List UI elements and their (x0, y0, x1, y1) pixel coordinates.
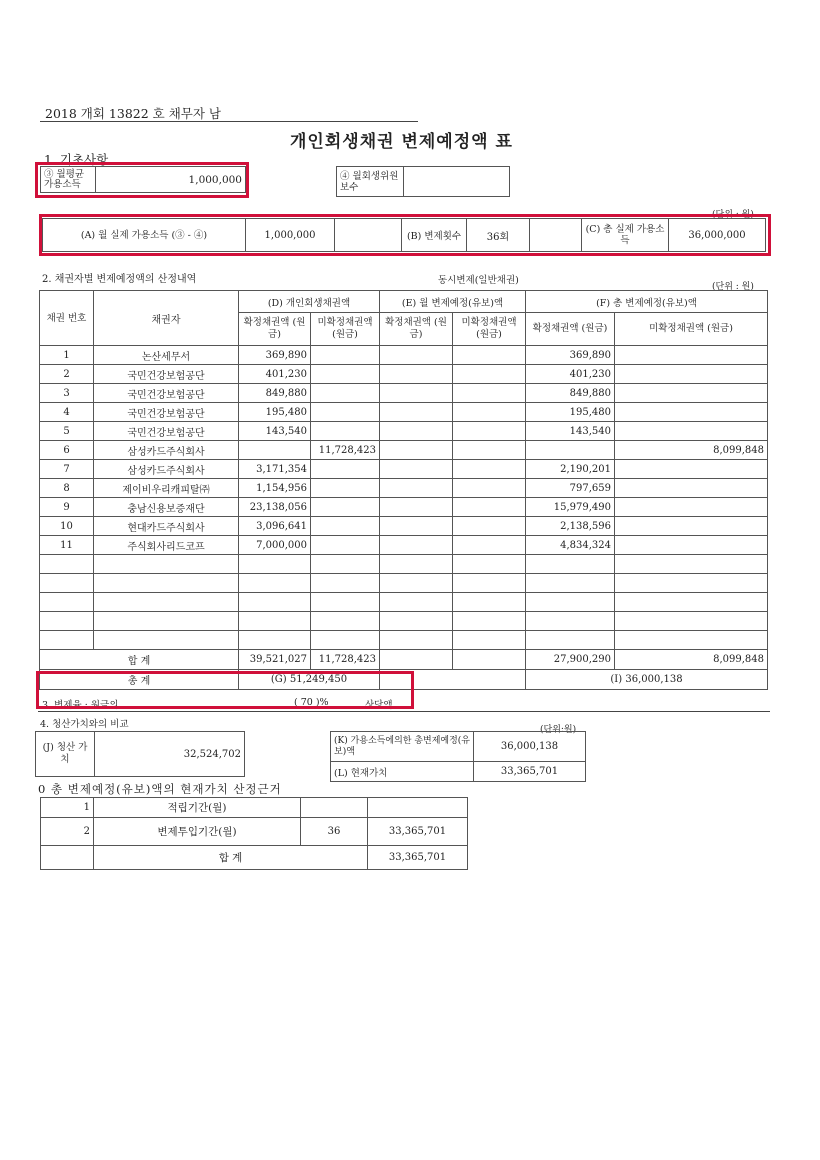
empty-cell (380, 593, 453, 612)
row-d-confirmed: 7,000,000 (239, 536, 311, 555)
empty-cell (40, 555, 94, 574)
table-row (40, 441, 768, 460)
case-number-line: 2018 개회 13822 호 채무자 남 (45, 106, 221, 121)
empty-cell (40, 593, 94, 612)
row-d-confirmed (239, 441, 311, 460)
present-value-table (330, 731, 586, 782)
col-header-e-confirmed: 확정채권액 (원금) (380, 313, 453, 346)
empty-cell (239, 612, 311, 631)
row-e-unconfirmed (453, 460, 526, 479)
row-e-unconfirmed (453, 479, 526, 498)
trustee-fee-table (336, 166, 510, 197)
empty-cell (94, 574, 239, 593)
payment-count-label: (B) 변제횟수 (402, 219, 467, 252)
grand-total-g: (G) 51,249,450 (239, 670, 380, 690)
table-row (40, 346, 768, 365)
row-e-confirmed (380, 384, 453, 403)
pv-row (41, 798, 468, 818)
row-f-unconfirmed: 8,099,848 (615, 441, 768, 460)
highlight-available-income (39, 214, 771, 256)
row-e-unconfirmed (453, 403, 526, 422)
row-no: 2 (40, 365, 94, 384)
row-f-confirmed: 15,979,490 (526, 498, 615, 517)
section1-unit: (단위 : 원) (712, 210, 754, 220)
grand-total-i: (I) 36,000,138 (526, 670, 768, 690)
section2-unit: (단위 : 원) (712, 282, 754, 292)
empty-cell (239, 574, 311, 593)
row-creditor: 논산세무서 (94, 346, 239, 365)
row-e-confirmed (380, 536, 453, 555)
l-value: 33,365,701 (474, 762, 586, 782)
row-no: 10 (40, 517, 94, 536)
k-label: (K) 가용소득에의한 총변제예정(유보)액 (331, 732, 474, 762)
row-no: 8 (40, 479, 94, 498)
col-header-f-unconfirmed: 미확정채권액 (원금) (615, 313, 768, 346)
empty-cell (453, 574, 526, 593)
row-f-unconfirmed (615, 517, 768, 536)
row-no: 5 (40, 422, 94, 441)
total-income-value: 36,000,000 (669, 219, 766, 252)
pv-row-no: 1 (41, 798, 94, 818)
row-creditor: 삼성카드주식회사 (94, 441, 239, 460)
page-title: 개인회생채권 변제예정액 표 (290, 132, 513, 152)
row-f-confirmed: 849,880 (526, 384, 615, 403)
empty-cell (380, 574, 453, 593)
empty-cell (615, 555, 768, 574)
pv-row-months: 36 (301, 818, 368, 846)
row-d-unconfirmed: 11,728,423 (311, 441, 380, 460)
col-header-e: (E) 월 변제예정(유보)액 (380, 291, 526, 313)
monthly-income-label: (A) 월 실제 가용소득 (③ - ④) (43, 219, 246, 252)
k-value: 36,000,138 (474, 732, 586, 762)
row-d-unconfirmed (311, 517, 380, 536)
row-d-unconfirmed (311, 536, 380, 555)
sum-d-unconfirmed: 11,728,423 (311, 650, 380, 670)
table-row (40, 422, 768, 441)
section4-heading: 4. 청산가치와의 비교 (40, 719, 129, 730)
pv-sum-label: 합 계 (94, 846, 368, 870)
sum-e-unconfirmed (453, 650, 526, 670)
row-e-unconfirmed (453, 517, 526, 536)
section3-rule (38, 711, 770, 712)
row-d-unconfirmed (311, 403, 380, 422)
row-d-confirmed: 3,171,354 (239, 460, 311, 479)
empty-cell (526, 555, 615, 574)
row-f-unconfirmed (615, 479, 768, 498)
row-f-unconfirmed (615, 384, 768, 403)
row-no: 6 (40, 441, 94, 460)
section1-heading: 1. 기초사항 (44, 152, 109, 167)
row-creditor: 국민건강보험공단 (94, 365, 239, 384)
row-e-unconfirmed (453, 365, 526, 384)
row-e-confirmed (380, 422, 453, 441)
empty-cell (40, 612, 94, 631)
row-d-confirmed: 23,138,056 (239, 498, 311, 517)
l-label: (L) 현재가치 (331, 762, 474, 782)
row-e-confirmed (380, 403, 453, 422)
empty-cell (311, 593, 380, 612)
row-d-unconfirmed (311, 384, 380, 403)
row-d-confirmed: 369,890 (239, 346, 311, 365)
section4-unit: (단위:원) (540, 725, 577, 735)
table-row (40, 365, 768, 384)
sum-e-confirmed (380, 650, 453, 670)
table-row (40, 536, 768, 555)
row-e-confirmed (380, 460, 453, 479)
row-d-unconfirmed (311, 422, 380, 441)
col-header-f: (F) 총 변제예정(유보)액 (526, 291, 768, 313)
rate-prefix: 3. 변제율 : 원금의 (42, 700, 119, 711)
row-e-confirmed (380, 479, 453, 498)
empty-cell (40, 574, 94, 593)
row-e-confirmed (380, 365, 453, 384)
pv-row-label: 적립기간(월) (94, 798, 301, 818)
empty-cell (453, 555, 526, 574)
row-e-confirmed (380, 517, 453, 536)
pv-row-months (301, 798, 368, 818)
section2-subtitle: 동시변제(일반채권) (438, 275, 519, 286)
row-e-unconfirmed (453, 346, 526, 365)
empty-cell (94, 555, 239, 574)
row-f-unconfirmed (615, 460, 768, 479)
col-header-d-unconfirmed: 미확정채권액 (원금) (311, 313, 380, 346)
empty-cell (380, 612, 453, 631)
row-d-unconfirmed (311, 346, 380, 365)
row-d-unconfirmed (311, 479, 380, 498)
row-f-confirmed: 143,540 (526, 422, 615, 441)
row-e-unconfirmed (453, 384, 526, 403)
row-f-confirmed: 4,834,324 (526, 536, 615, 555)
table-row (40, 517, 768, 536)
total-income-label: (C) 총 실제 가용소득 (582, 219, 669, 252)
row-no: 9 (40, 498, 94, 517)
rate-suffix: 상당액 (365, 700, 393, 711)
pv-row (41, 818, 468, 846)
empty-cell (94, 612, 239, 631)
row-creditor: 충남신용보증재단 (94, 498, 239, 517)
empty-cell (311, 574, 380, 593)
row-creditor: 국민건강보험공단 (94, 384, 239, 403)
pv-sum-blank (41, 846, 94, 870)
row-f-confirmed: 2,190,201 (526, 460, 615, 479)
col-header-no: 채권 번호 (40, 291, 94, 346)
highlight-income (35, 162, 249, 198)
empty-cell (311, 555, 380, 574)
row-f-unconfirmed (615, 365, 768, 384)
row-f-confirmed: 195,480 (526, 403, 615, 422)
row-f-unconfirmed (615, 536, 768, 555)
income-value: 1,000,000 (96, 167, 246, 193)
row-d-confirmed: 3,096,641 (239, 517, 311, 536)
empty-cell (453, 593, 526, 612)
pv-row-value (368, 798, 468, 818)
row-f-unconfirmed (615, 422, 768, 441)
pv-row-value: 33,365,701 (368, 818, 468, 846)
row-d-confirmed: 401,230 (239, 365, 311, 384)
row-creditor: 제이비우리캐피탈㈜ (94, 479, 239, 498)
table-row (40, 460, 768, 479)
trustee-fee-label: ④ 월회생위원 보수 (337, 167, 404, 197)
empty-cell (615, 612, 768, 631)
empty-cell (526, 631, 615, 650)
empty-row (40, 631, 768, 650)
row-no: 4 (40, 403, 94, 422)
section2-heading: 2. 채권자별 변제예정액의 산정내역 (42, 274, 197, 285)
row-creditor: 삼성카드주식회사 (94, 460, 239, 479)
row-e-unconfirmed (453, 422, 526, 441)
liquidation-label: (J) 청산 가치 (36, 732, 95, 777)
empty-cell (615, 593, 768, 612)
table-row (40, 384, 768, 403)
section5-heading: 0 총 변제예정(유보)액의 현재가치 산정근거 (38, 782, 282, 796)
empty-cell (615, 631, 768, 650)
empty-cell (239, 555, 311, 574)
pv-row-no: 2 (41, 818, 94, 846)
row-d-unconfirmed (311, 498, 380, 517)
row-e-unconfirmed (453, 536, 526, 555)
row-f-confirmed: 2,138,596 (526, 517, 615, 536)
present-value-basis-table (40, 797, 468, 870)
row-f-confirmed (526, 441, 615, 460)
empty-cell (311, 631, 380, 650)
row-d-confirmed: 143,540 (239, 422, 311, 441)
payment-count-value: 36회 (467, 219, 530, 252)
empty-row (40, 574, 768, 593)
row-e-confirmed (380, 498, 453, 517)
pv-row-label: 변제투입기간(월) (94, 818, 301, 846)
row-f-confirmed: 401,230 (526, 365, 615, 384)
grand-total-label: 총 계 (40, 670, 239, 690)
empty-cell (311, 612, 380, 631)
row-e-unconfirmed (453, 441, 526, 460)
monthly-income-value: 1,000,000 (246, 219, 335, 252)
row-e-confirmed (380, 441, 453, 460)
sum-f-confirmed: 27,900,290 (526, 650, 615, 670)
header-rule (40, 121, 418, 122)
empty-cell (239, 593, 311, 612)
creditor-table (39, 290, 768, 690)
empty-cell (526, 612, 615, 631)
trustee-fee-value (404, 167, 510, 197)
sum-f-unconfirmed: 8,099,848 (615, 650, 768, 670)
empty-cell (453, 631, 526, 650)
row-d-unconfirmed (311, 460, 380, 479)
empty-cell (615, 574, 768, 593)
row-d-confirmed: 195,480 (239, 403, 311, 422)
row-f-confirmed: 369,890 (526, 346, 615, 365)
col-header-creditor: 채권자 (94, 291, 239, 346)
row-e-confirmed (380, 346, 453, 365)
row-d-confirmed: 1,154,956 (239, 479, 311, 498)
row-no: 1 (40, 346, 94, 365)
row-creditor: 국민건강보험공단 (94, 403, 239, 422)
col-header-d-confirmed: 확정채권액 (원금) (239, 313, 311, 346)
empty-cell (94, 593, 239, 612)
sum-d-confirmed: 39,521,027 (239, 650, 311, 670)
empty-row (40, 612, 768, 631)
highlight-grand-total (36, 671, 414, 709)
row-no: 3 (40, 384, 94, 403)
empty-row (40, 593, 768, 612)
col-header-d: (D) 개인회생채권액 (239, 291, 380, 313)
rate-value: ( 70 )% (294, 697, 329, 708)
liquidation-value: 32,524,702 (95, 732, 245, 777)
row-e-unconfirmed (453, 498, 526, 517)
empty-cell (380, 555, 453, 574)
empty-cell (94, 631, 239, 650)
empty-cell (239, 631, 311, 650)
row-creditor: 주식회사리드코프 (94, 536, 239, 555)
table-row (40, 479, 768, 498)
col-header-f-confirmed: 확정채권액 (원금) (526, 313, 615, 346)
row-creditor: 현대카드주식회사 (94, 517, 239, 536)
sum-label: 합 계 (40, 650, 239, 670)
table-row (40, 498, 768, 517)
row-no: 11 (40, 536, 94, 555)
row-d-unconfirmed (311, 365, 380, 384)
row-f-unconfirmed (615, 403, 768, 422)
row-d-confirmed: 849,880 (239, 384, 311, 403)
empty-cell (526, 593, 615, 612)
row-f-confirmed: 797,659 (526, 479, 615, 498)
col-header-e-unconfirmed: 미확정채권액 (원금) (453, 313, 526, 346)
row-no: 7 (40, 460, 94, 479)
empty-row (40, 555, 768, 574)
liquidation-table (35, 731, 245, 777)
pv-sum-value: 33,365,701 (368, 846, 468, 870)
row-f-unconfirmed (615, 498, 768, 517)
table-row (40, 403, 768, 422)
row-f-unconfirmed (615, 346, 768, 365)
empty-cell (40, 631, 94, 650)
income-label: ③ 월평균 가용소득 (41, 167, 96, 193)
row-creditor: 국민건강보험공단 (94, 422, 239, 441)
empty-cell (526, 574, 615, 593)
empty-cell (453, 612, 526, 631)
empty-cell (380, 631, 453, 650)
